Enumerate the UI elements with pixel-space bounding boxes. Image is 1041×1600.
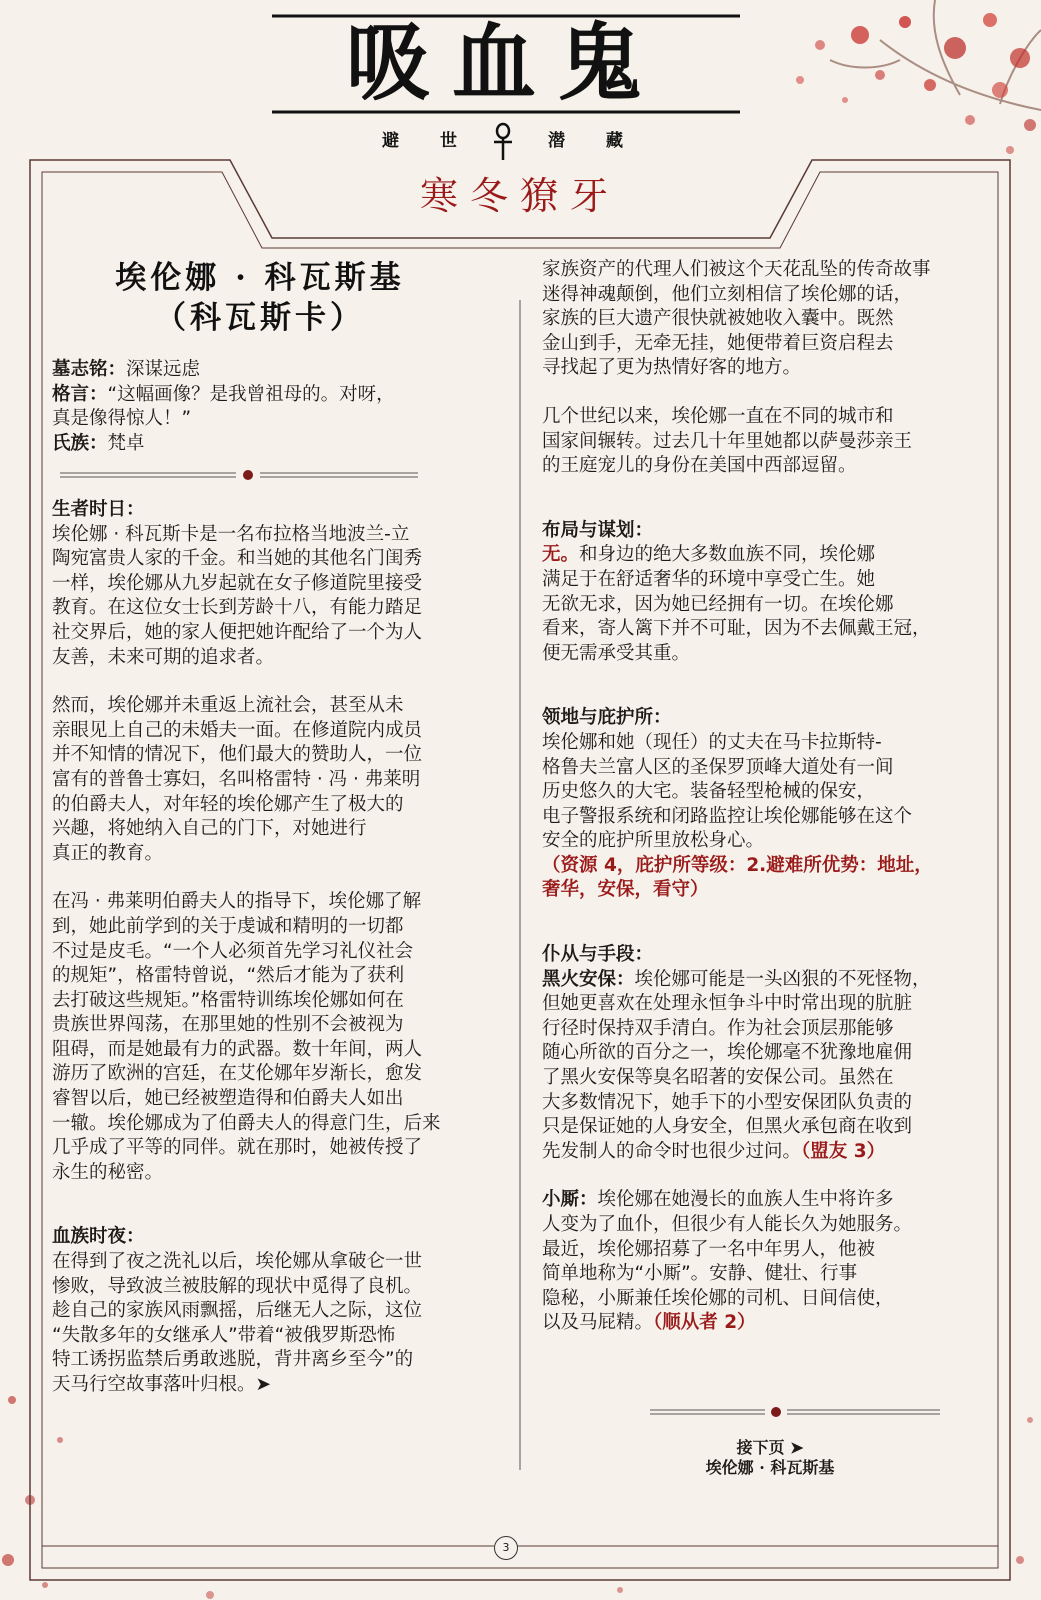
page-number: 3 (494, 1536, 518, 1560)
text-line: 随心所欲的百分之一，埃伦娜毫不犹豫地雇佣 (542, 1042, 913, 1064)
text-line: 隐秘，小厮兼任埃伦娜的司机、日间信使， (542, 1287, 894, 1309)
info-value: 真是像得惊人！” (52, 408, 192, 430)
sub-label: 小厮： (542, 1189, 598, 1211)
text-line: 教育。在这位女士长到芳龄十八，有能力踏足 (52, 597, 423, 619)
text-line: 只是保证她的人身安全，但黑火承包商在收到 (542, 1116, 913, 1138)
text-line: 大多数情况下，她手下的小型安保团队负责的 (542, 1091, 913, 1113)
text-line: 游历了欧洲的宫廷，在艾伦娜年岁渐长，愈发 (52, 1063, 423, 1085)
text-line: 天马行空故事落叶归根。➤ (52, 1374, 272, 1395)
section-heading: 生者时日： (52, 499, 145, 520)
info-label: 氏族： (52, 432, 108, 454)
text-line: 最近，埃伦娜招募了一名中年男人，他被 (542, 1238, 876, 1260)
text-line: 的规矩”，格雷特曾说，“然后才能为了获利 (52, 965, 405, 987)
text-line: 寻找起了更为热情好客的地方。 (542, 357, 802, 379)
text-line: 埃伦娜和她（现任）的丈夫在马卡拉斯特- (542, 731, 882, 753)
text-line: “失散多年的女继承人”带着“被俄罗斯恐怖 (52, 1324, 396, 1346)
subtitle-char: 避 (382, 131, 399, 151)
right-column (542, 258, 992, 1336)
text-line: 格鲁夫兰富人区的圣保罗顶峰大道处有一间 (542, 756, 894, 778)
info-label: 墓志铭： (52, 359, 127, 380)
text-line: 但她更喜欢在处理永恒争斗中时常出现的肮脏 (542, 993, 913, 1015)
section-heading: 仆从与手段： (542, 944, 654, 966)
text-line: 埃伦娜可能是一头凶狠的不死怪物， (634, 968, 931, 990)
blood-splatter (2, 1396, 1033, 1599)
section-heading: 领地与庇护所： (542, 707, 672, 729)
character-name-line: 埃伦娜 · 科瓦斯基 (115, 260, 405, 296)
text-line: 富有的普鲁士寡妇，名叫格雷特 · 冯 · 弗莱明 (52, 768, 421, 790)
paragraph (52, 694, 512, 866)
section-heading: 布局与谋划： (542, 519, 654, 541)
stat-text: （盟友 3） (801, 1140, 886, 1162)
text-line: 迷得神魂颠倒，他们立刻相信了埃伦娜的话， (542, 283, 913, 305)
text-line: 满足于在舒适奢华的环境中享受亡生。她 (542, 568, 876, 590)
text-line: 并不知情的情况下，他们最大的赞助人，一位 (52, 744, 423, 766)
text-line: 到，她此前学到的关于虔诚和精明的一切都 (52, 915, 404, 937)
text-line: 陶宛富贵人家的千金。和当她的其他名门闺秀 (52, 548, 423, 570)
text-line: 的伯爵夫人，对年轻的埃伦娜产生了极大的 (52, 793, 404, 815)
text-line: 友善，未来可期的追求者。 (52, 646, 275, 668)
text-line: 永生的秘密。 (52, 1161, 164, 1183)
paragraph (52, 890, 512, 1185)
text-line: 兴趣，将她纳入自己的门下，对她进行 (52, 818, 367, 840)
stat-text: （顺从者 2） (653, 1312, 756, 1334)
stat-line: 奢华，安保，看守） (542, 879, 709, 901)
text-line: 社交界后，她的家人便把她许配给了一个为人 (52, 621, 423, 643)
text-line: 家族的巨大遗产很快就被她收入囊中。既然 (542, 308, 894, 330)
text-line: 历史悠久的大宅。装备轻型枪械的保安， (542, 781, 876, 803)
text-line: 几个世纪以来，埃伦娜一直在不同的城市和 (542, 405, 894, 427)
paragraph (52, 1250, 512, 1398)
next-page-name: 埃伦娜 · 科瓦斯基 (705, 1458, 835, 1477)
character-info (52, 358, 512, 456)
text-line: 简单地称为“小厮”。安静、健壮、行事 (542, 1263, 858, 1285)
text-line: 金山到手，无牵无挂，她便带着巨资启程去 (542, 332, 894, 354)
text-line: 看来，寄人篱下并不可耻，因为不去佩戴王冠， (542, 618, 931, 640)
text-line: 了黑火安保等臭名昭著的安保公司。虽然在 (542, 1067, 894, 1089)
left-column (52, 498, 512, 1398)
text-line: 特工诱拐监禁后勇敢逃脱，背井离乡至今”的 (52, 1349, 414, 1371)
text-line: 一样，埃伦娜从九岁起就在女子修道院里接受 (52, 572, 423, 594)
book-title: 吸血鬼 (345, 13, 664, 112)
section-heading: 血族时夜： (52, 1226, 145, 1248)
text-line: 以及马屁精。 (542, 1312, 654, 1334)
text-line: 家族资产的代理人们被这个天花乱坠的传奇故事 (542, 259, 931, 280)
paragraph (542, 405, 992, 479)
text-line: 便无需承受其重。 (542, 642, 691, 664)
text-line: 亲眼见上自己的未婚夫一面。在修道院内成员 (52, 719, 423, 741)
text-line: 行径时保持双手清白。作为社会顶层那能够 (542, 1017, 894, 1039)
text-line: 贵族世界闯荡，在那里她的性别不会被视为 (52, 1014, 404, 1036)
text-line: 一辙。埃伦娜成为了伯爵夫人的得意门生，后来 (52, 1112, 441, 1134)
text-line: 电子警报系统和闭路监控让埃伦娜能够在这个 (542, 805, 913, 827)
stat-line: （资源 4，庇护所等级：2.避难所优势：地址， (542, 854, 933, 876)
text-line: 在得到了夜之洗礼以后，埃伦娜从拿破仑一世 (52, 1251, 423, 1273)
text-line: 安全的庇护所里放松身心。 (542, 830, 765, 852)
text-line: 和身边的绝大多数血族不同，埃伦娜 (579, 544, 876, 566)
paragraph (542, 968, 992, 1165)
paragraph (542, 1188, 992, 1336)
text-line: 真正的教育。 (52, 842, 164, 864)
text-line: 先发制人的命令时也很少过问。 (542, 1140, 802, 1162)
text-line: 阻碍，而是她最有力的武器。数十年间，两人 (52, 1038, 423, 1060)
info-value: 深谋远虑 (126, 359, 201, 380)
book-subtitle (360, 126, 660, 152)
next-page-link[interactable]: 接下页 ➤ (736, 1438, 804, 1457)
edition-title: 寒冬獠牙 (419, 174, 620, 218)
text-line: 无欲无求，因为她已经拥有一切。在埃伦娜 (542, 593, 894, 615)
text-line: 惨败，导致波兰被肢解的现状中觅得了良机。 (52, 1275, 423, 1297)
paragraph (52, 523, 512, 671)
info-value: “这幅画像？是我曾祖母的。对呀， (107, 383, 395, 405)
subtitle-char: 世 (440, 131, 457, 151)
text-line: 的王庭宠儿的身份在美国中西部逗留。 (542, 455, 857, 477)
text-line: 国家间辗转。过去几十年里她都以萨曼莎亲王 (542, 430, 913, 452)
text-line: 在冯 · 弗莱明伯爵夫人的指导下，埃伦娜了解 (52, 891, 422, 913)
text-line: 睿智以后，她已经被塑造得和伯爵夫人如出 (52, 1088, 404, 1110)
text-line: 埃伦娜 · 科瓦斯卡是一名布拉格当地波兰-立 (52, 523, 410, 545)
text-line: 人变为了血仆，但很少有人能长久为她服务。 (542, 1214, 913, 1235)
paragraph (542, 543, 992, 666)
subtitle-char: 藏 (606, 131, 623, 151)
text-line: 几乎成了平等的同伴。就在那时，她被传授了 (52, 1137, 423, 1159)
info-value: 梵卓 (107, 432, 145, 454)
continued-note (680, 1438, 860, 1478)
text-line: 然而，埃伦娜并未重返上流社会，甚至从未 (52, 695, 404, 717)
text-line: 不过是皮毛。“一个人必须首先学习礼仪社会 (52, 940, 414, 962)
paragraph (542, 258, 992, 381)
sub-label: 黑火安保： (542, 968, 635, 990)
paragraph (542, 731, 992, 903)
character-name (60, 258, 460, 342)
character-alt-name: （科瓦斯卡） (155, 300, 365, 336)
text-line: 去打破这些规矩。”格雷特训练埃伦娜如何在 (52, 989, 404, 1011)
info-label: 格言： (52, 383, 108, 405)
highlight-text: 无。 (542, 544, 580, 566)
text-line: 趁自己的家族风雨飘摇，后继无人之际，这位 (52, 1300, 423, 1322)
blossom-decoration (796, 0, 1041, 154)
text-line: 埃伦娜在她漫长的血族人生中将许多 (597, 1189, 894, 1211)
subtitle-char: 潜 (548, 131, 565, 151)
